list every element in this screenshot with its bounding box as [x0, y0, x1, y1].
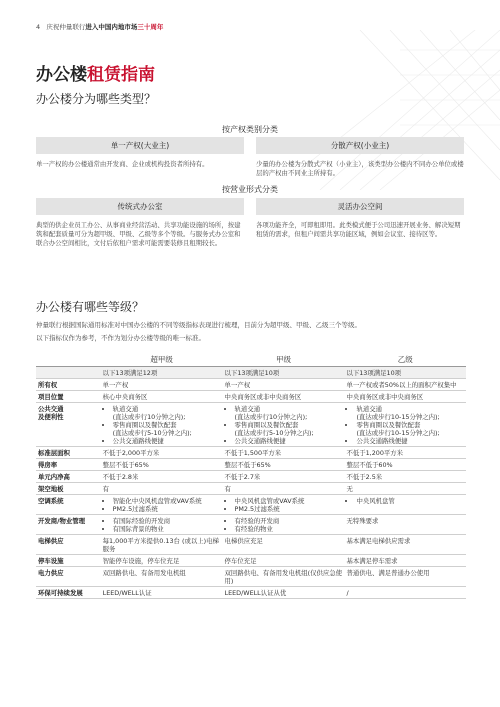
table-row: 项目位置 核心中央商务区 中央商务区或非中央商务区 中央商务区或非中央商务区: [36, 391, 466, 403]
row-label: 停车设施: [36, 555, 101, 567]
row-label: 得房率: [36, 459, 101, 471]
question-types-heading: 办公楼分为哪些类型？: [36, 92, 157, 106]
row-label: 单元内净高: [36, 471, 101, 483]
list-item: • 有国际经验的开发商: [113, 517, 221, 525]
row-label: 所有权: [36, 379, 101, 391]
grade-b-criteria: 以下13项满足10项: [344, 367, 466, 379]
table-row: 标准层面积 不低于2,000平方米 不低于1,500平方米 不低于1,200平方米: [36, 447, 466, 459]
list-item: • 公共交通路线便捷: [356, 437, 464, 445]
flexible-space-heading: 灵活办公空间: [256, 198, 464, 215]
row-label: 标准层面积: [36, 447, 101, 459]
list-item: • PM2.5过滤系统: [113, 505, 221, 513]
ownership-section-title: 按产权类别分类: [222, 125, 278, 134]
row-label: 项目位置: [36, 391, 101, 403]
traditional-office-column: [36, 198, 244, 248]
table-row: 所有权 单一产权 单一产权 单一产权或者50%以上的面积产权集中: [36, 379, 466, 391]
list-item: • 公共交通路线便捷: [235, 437, 343, 445]
table-row: 电力供应 双回路供电、有备用发电机组 双回路供电、有备用发电机组(仅供应急使用) 普通供电、满足普通办公使用: [36, 567, 466, 587]
row-label: 架空地板: [36, 483, 101, 495]
list-item: • 有经验的开发商: [235, 517, 343, 525]
list-item: • 轨道交通 (直达或步行10分钟之内);: [113, 405, 221, 421]
ownership-columns: [36, 137, 464, 178]
grades-intro-line-2: 以下指标仅作为参考，不作为划分办公楼等级的唯一标准。: [36, 334, 205, 342]
row-label: 公共交通 及便利性: [36, 403, 101, 447]
row-label: 环保可持续发展: [36, 587, 101, 599]
table-row: 电梯供应 每1,000平方米提供0.13台 (或以上)电梯服务 电梯供应充足 基本满足电梯供应需求: [36, 535, 466, 555]
form-columns: [36, 198, 464, 248]
list-item: • 有经验的物业: [235, 525, 343, 533]
question-grades-heading: 办公楼有哪些等级？: [36, 300, 145, 314]
table-row: 停车设施 智能停车设施，停车位充足 停车位充足 基本满足停车需求: [36, 555, 466, 567]
single-ownership-heading: 单一产权(大业主): [36, 137, 244, 154]
row-label: 电梯供应: [36, 535, 101, 555]
row-label: 开发商/物业管理: [36, 515, 101, 535]
grade-a-criteria: 以下13项满足10项: [223, 367, 345, 379]
page-title: 办公楼租赁指南: [36, 65, 155, 85]
page-number: 4: [36, 23, 41, 31]
grade-table: [36, 352, 466, 599]
single-ownership-text: 单一产权的办公楼通常由开发商、企业或机构投资者所持有。: [36, 160, 209, 168]
flexible-space-column: [256, 198, 464, 248]
form-section-title: 按营业形式分类: [222, 185, 278, 194]
grade-a-heading: 甲级: [223, 352, 345, 367]
grade-criteria-row: [36, 367, 466, 379]
grade-super-a-heading: 超甲级: [101, 352, 223, 367]
strata-ownership-heading: 分散产权(小业主): [256, 137, 464, 154]
list-item: • 零售商圈以及餐饮配套 (直达或步行5-10分钟之内);: [113, 421, 221, 437]
list-item: • 公共交通路线便捷: [113, 437, 221, 445]
traditional-office-heading: 传统式办公室: [36, 198, 244, 215]
table-row: [36, 495, 466, 515]
table-row: 单元内净高 不低于2.8米 不低于2.7米 不低于2.5米: [36, 471, 466, 483]
strata-ownership-text: 少量的办公楼为分散式产权（小业主），该类型办公楼内不同办公单位或楼层的产权由不同业主所持有。: [256, 160, 464, 177]
strata-ownership-column: [256, 137, 464, 178]
table-row: 得房率 整层不低于65% 整层不低于65% 整层不低于60%: [36, 459, 466, 471]
row-label: 电力供应: [36, 567, 101, 587]
flexible-space-text: 各项功能齐全，可即租即用。此类模式便于公司迅速开展业务、解决短期租赁的需求，但租户间需共享功能区域，例如会议室、接待区等。: [256, 221, 461, 238]
list-item: • 零售商圈以及餐饮配套 (直达或步行5-10分钟之内);: [235, 421, 343, 437]
row-label: 空调系统: [36, 495, 101, 515]
grades-intro-line-1: 仲量联行根据国际通用标准对中国办公楼的不同等级指标表现进行梳理，目前分为超甲级、甲级、乙级三个等级。: [36, 321, 361, 329]
list-item: • 轨道交通 (直达或步行10-15分钟之内);: [356, 405, 464, 421]
table-row: 架空地板 有 有 无: [36, 483, 466, 495]
page-title-highlight: 租赁指南: [87, 65, 155, 85]
list-item: • 智能化中央风机盘管或VAV系统: [113, 497, 221, 505]
list-item: • 轨道交通 (直达或步行10分钟之内);: [235, 405, 343, 421]
table-row: 开发商/物业管理 • 有国际经验的开发商 • 有国际背景的物业 • 有经验的开发商 • 有经验的物业 无特殊要求: [36, 515, 466, 535]
list-item: • 中央风机盘管或VAV系统: [235, 497, 343, 505]
grade-b-heading: 乙级: [344, 352, 466, 367]
header-highlight: 三十周年: [137, 23, 164, 31]
grade-header-row: [36, 352, 466, 367]
single-ownership-column: [36, 137, 244, 178]
list-item: • 中央风机盘管: [356, 497, 464, 505]
table-row: [36, 403, 466, 447]
page-header: [36, 22, 163, 31]
grade-super-a-criteria: 以下13项满足12项: [101, 367, 223, 379]
table-row: 环保可持续发展 LEED/WELL认证 LEED/WELL认证从优 /: [36, 587, 466, 599]
list-item: • PM2.5过滤系统: [235, 505, 343, 513]
traditional-office-text: 典型的供企业员工办公、从事商业经营活动、共享功能设施的场所，按建筑和配套质量可分为超甲级、甲级、乙级等多个等级。与服务式办公室和联合办公空间相比，文付后依租户需求可能需要装修且租期较长。: [36, 221, 241, 247]
list-item: • 有国际背景的物业: [113, 525, 221, 533]
header-brand: 庆祝仲量联行: [46, 23, 86, 31]
list-item: • 零售商圈以及餐饮配套 (直达或步行10-15分钟之内);: [356, 421, 464, 437]
header-title: 进入中国内地市场: [85, 23, 138, 31]
